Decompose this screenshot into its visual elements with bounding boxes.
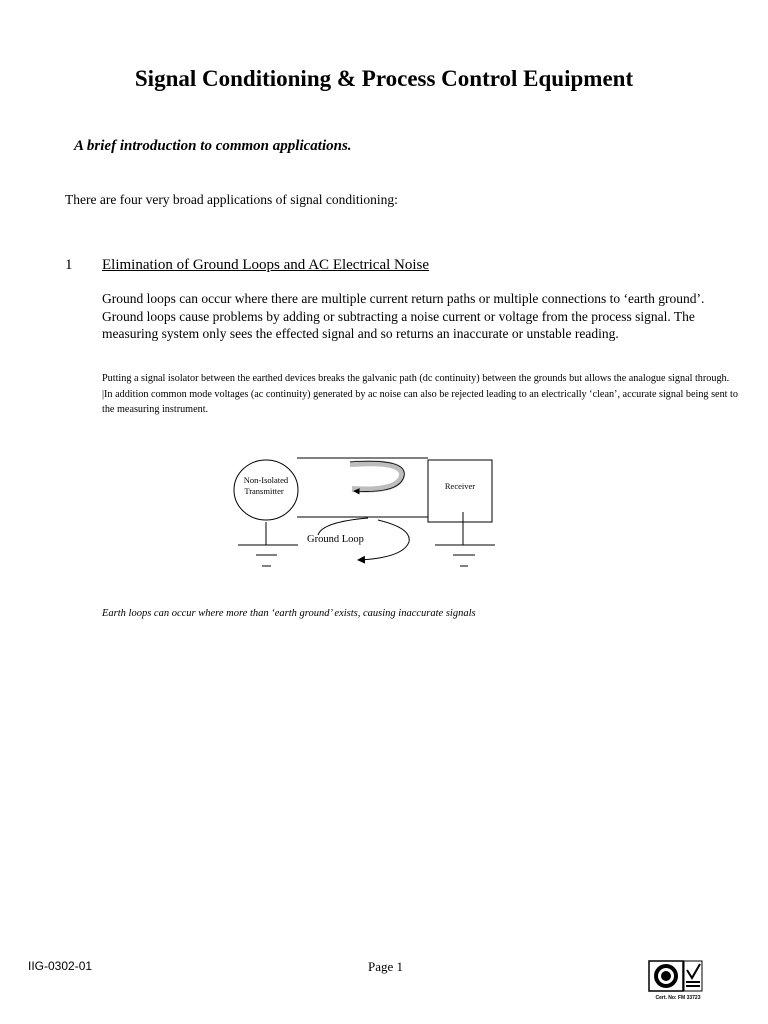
receiver-label: Receiver (444, 481, 476, 491)
transmitter-label-line1: Non-Isolated (243, 475, 289, 485)
page-number: Page 1 (368, 959, 404, 974)
ground-loop-diagram (200, 440, 520, 580)
section-heading: Elimination of Ground Loops and AC Electrical Noise (102, 257, 430, 273)
document-code: IIG-0302-01 (28, 959, 93, 973)
intro-paragraph: There are four very broad applications of signal conditioning: (65, 192, 398, 207)
transmitter-label-line2: Transmitter (244, 486, 284, 496)
noise-arrow-icon (350, 463, 402, 489)
document-subtitle: A brief introduction to common applications. (74, 138, 352, 154)
section-paragraph-1: Ground loops can occur where there are multiple current return paths or multiple connections to ‘earth ground’. Ground loops cause problems by adding or subtracting a noise current or voltage from the process signal. The measuring system only sees the effected signal and so returns an inaccurate or unstable reading. (102, 291, 705, 341)
section-number: 1 (65, 257, 73, 273)
diagram-caption: Earth loops can occur where more than ‘earth ground’ exists, causing inaccurate signals (102, 608, 476, 619)
ground-loop-label: Ground Loop (307, 534, 364, 545)
loop-arrow-left-icon (318, 518, 368, 535)
receiver-box (428, 460, 492, 522)
section-paragraph-2: Putting a signal isolator between the earthed devices breaks the galvanic path (dc continuity) between the grounds but allows the analogue signal through. |In addition common mode voltages (ac continuity) generated by ac noise can also be rejected leading to an electrically ‘clean’, accurate signal being sent to the measuring instrument. (102, 373, 738, 415)
certificate-number: Cert. No: FM 33723 (655, 995, 701, 1001)
document-title: Signal Conditioning & Process Control Equipment (134, 66, 634, 91)
loop-arrow-right-icon (358, 520, 409, 560)
certification-logo-icon (648, 958, 704, 994)
